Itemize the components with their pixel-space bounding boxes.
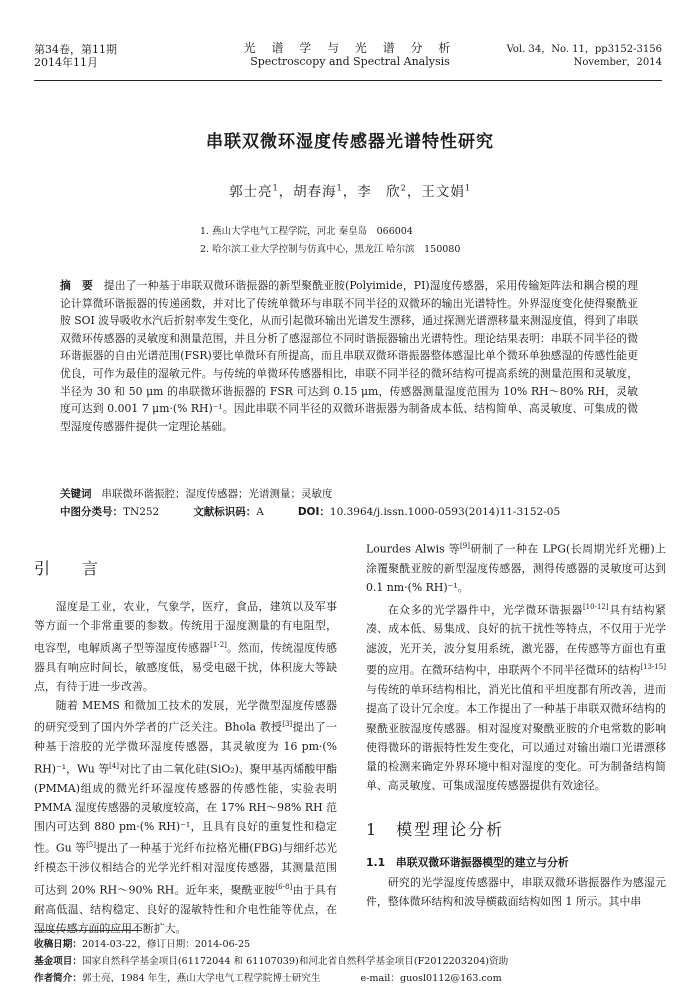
paragraph: [366, 537, 666, 598]
abstract-label: 摘 要: [60, 279, 93, 292]
abstract-text: 提出了一种基于串联双微环谐振器的新型聚酰亚胺(Polyimide，PI)湿度传感器，采用传输矩阵法和耦合模的理论计算微环谐振器的传递函数，并对比了传统单微环与串联不同半径的双微环的输出光谱特性。外界湿度变化使得聚酰亚胺 SOI 波导吸收水汽后折射率发生变化，从而引起微环输出光谱发生漂移，通过探测光谱漂移量来测湿度值，得到了串联双微环传感器的灵敏度和测量范围，并且分析了感湿部位不同时谐振器输出光谱特性。理论结果表明：串联不同半径的微环谐振器的自由光谱范围(FSR)要比单微环有所提高，而且串联双微环谐振器整体感湿比单个微环单独感湿的传感性能更优良，可作为最佳的湿敏元件。与传统的单微环传感器相比，串联不同半径的微环结构可提高系统的测量范围和灵敏度，半径为 30 和 50 μm 的串联微环谐振器的 FSR 可达到 0.15 μm，传感器测量湿度范围为 10% RH～80% RH，灵敏度可达到 0.001 7 μm·(% RH)⁻¹。因此串联不同半径的双微环谐振器为制备成本低、结构简单、高灵敏度、可集成的微型湿度传感器件提供一定理论基础。: [60, 279, 639, 433]
citation-ref: [3]: [282, 720, 293, 729]
author-affiliation-mark: 1: [272, 183, 279, 193]
journal-citation: [507, 43, 662, 69]
fund-label: 基金项目：: [34, 956, 82, 967]
header-divider: [34, 80, 662, 81]
paragraph: 研究的光学湿度传感器中，串联双微环谐振器作为感湿元件，整体微环结构和波导横截面结构如图 1 所示。其中串: [366, 876, 666, 909]
author-name: 李 欣: [357, 184, 401, 200]
received-label: 收稿日期：: [34, 939, 82, 950]
footnotes: [34, 936, 664, 987]
citation-ref: [4]: [109, 761, 120, 770]
intro-heading: 引 言: [34, 559, 107, 578]
citation-ref: [1-2]: [210, 640, 227, 649]
body-text: 在众多的光学器件中，光学微环谐振器: [387, 603, 583, 617]
intro-text: 对比了由二氧化硅(SiO₂)、聚甲基丙烯酸甲酯(PMMA)组成的微光纤环湿度传感器的传感性能，实验表明 PMMA 湿度传感器的灵敏度较高，在 17% RH～98% RH 范围内可达到 880 pm·(% RH)⁻¹，且具有良好的重复性和稳定性。Gu 等: [34, 762, 337, 856]
footnote-divider: [34, 930, 142, 931]
intro-text: 湿度是工业，农业，气象学，医疗，食品，建筑以及军事等方面一个非常重要的参数。传统用于湿度测量的有电阻型，电容型，电解质离子型等湿度传感器: [34, 600, 337, 655]
affiliations: [200, 223, 460, 259]
body-text: 具有结构紧凑、成本低、易集成、良好的抗干扰性等特点，不仅用于光学滤波，光开关，波分复用系统，激光器，在传感等方面也有重要的应用。在微环结构中，串联两个不同半径微环的结构: [366, 603, 666, 677]
received-date: [34, 936, 664, 953]
intro-text: 由于具有耐高低温、结构稳定、良好的湿敏特性和介电性能等优点，在湿度传感方面的应用不断扩大。: [34, 883, 337, 935]
keywords-label: 关键词: [60, 488, 92, 500]
keywords-block: [60, 485, 640, 521]
classification-line: [60, 503, 640, 521]
right-column-body: [366, 537, 666, 796]
intro-paragraph: [34, 597, 337, 696]
intro-text: 提出了一种基于光纤布拉格光栅(FBG)与细纤芯光纤模态干涉仪相结合的光学光纤相对湿度传感器，其测量范围可达到 20% RH～90% RH。近年来，聚酰亚胺: [34, 842, 337, 897]
subsection-1-1-heading: 1.1 串联双微环谐振器模型的建立与分析: [366, 856, 569, 869]
paragraph: [366, 598, 666, 796]
body-text: 研制了一种在 LPG(长周期光纤光栅)上涂覆聚酰亚胺的新型湿度传感器，测得传感器的灵敏度可达到 0.1 nm·(% RH)⁻¹。: [366, 542, 666, 595]
citation-ref: [9]: [460, 542, 470, 550]
received-value: 2014-03-22，修订日期：2014-06-25: [81, 939, 251, 950]
journal-month: November，2014: [573, 57, 662, 68]
author-list: 郭士亮$^1$，胡春海$^1$，李 欣$^2$，王文娟$^1$: [229, 183, 471, 200]
abstract: [60, 277, 638, 435]
citation-ref: [5]: [86, 841, 96, 850]
journal-date: 2014年11月: [34, 56, 98, 69]
keywords-line: [60, 485, 640, 503]
citation-ref: [6-8]: [275, 882, 293, 891]
author-name: 郭士亮: [229, 184, 273, 200]
citation-ref: [13-15]: [640, 663, 666, 672]
paper-title: 串联双微环湿度传感器光谱特性研究: [206, 132, 494, 152]
doi-value: 10.3964/j.issn.1000-0593(2014)11-3152-05: [329, 506, 561, 518]
clc-label: 中图分类号：: [60, 506, 123, 518]
citation-ref: [10-12]: [582, 602, 609, 611]
author-bio: [34, 970, 664, 987]
doc-code-label: 文献标识码：: [193, 506, 257, 518]
author-bio-value: 郭士亮，1984 年生，燕山大学电气工程学院博士研究生: [81, 973, 321, 984]
journal-name-en: Spectroscopy and Spectral Analysis: [250, 55, 450, 68]
author-name: 胡春海: [293, 184, 337, 200]
body-text: Lourdes Alwis 等: [366, 542, 461, 556]
author-affiliation-mark: 1: [336, 183, 343, 193]
intro-text: 提出了一种基于溶胶的光学微环湿度传感器，其灵敏度为 16 pm·(% RH)⁻¹，Wu 等: [34, 721, 337, 776]
affiliation-1: 1. 燕山大学电气工程学院，河北 秦皇岛 066004: [200, 226, 413, 237]
fund-info: [34, 953, 664, 970]
doc-code-value: A: [256, 506, 264, 518]
intro-body: [34, 597, 337, 938]
author-affiliation-mark: 2: [400, 183, 407, 193]
keywords-text: 串联微环谐振腔；湿度传感器；光谱测量；灵敏度: [101, 488, 333, 500]
author-affiliation-mark: 1: [464, 183, 471, 193]
intro-text: 。然而，传统湿度传感器具有响应时间长，敏感度低，易受电磁干扰，体积庞大等缺点，有待于进一步改善。: [34, 641, 337, 693]
journal-volume: 第34卷，第11期: [34, 43, 117, 56]
intro-text: 随着 MEMS 和微加工技术的发展，光学微型湿度传感器的研究受到了国内外学者的广泛关注。Bhola 教授: [34, 699, 337, 735]
section-1-heading: 1 模型理论分析: [366, 820, 505, 839]
doi-label: DOI：: [297, 506, 330, 518]
section-1-body: [366, 873, 666, 912]
intro-paragraph: [34, 696, 337, 938]
author-name: 王文娟: [421, 184, 465, 200]
author-bio-label: 作者简介：: [34, 973, 82, 984]
journal-pages: Vol. 34，No. 11，pp3152-3156: [506, 44, 662, 55]
journal-name-cn: 光 谱 学 与 光 谱 分 析: [243, 41, 457, 55]
body-text: 与传统的单环结构相比，消光比值和平坦度都有所改善，进而提高了设计冗余度。本工作提出了一种基于串联双微环结构的聚酰亚胺湿度传感器。相对湿度对聚酰亚胺的介电常数的影响使得微环的谐振特性发生变化，可以通过对输出端口光谱漂移量的检测来确定外界环境中相对湿度的变化。可为制备结构简单、高灵敏度、可集成湿度传感器提供有效途径。: [366, 682, 666, 793]
fund-value: 国家自然科学基金项目(61172044 和 61107039)和河北省自然科学基金项目(F2012203204)资助: [81, 956, 509, 967]
author-email: e-mail：guosl0112@163.com: [360, 973, 502, 984]
affiliation-2: 2. 哈尔滨工业大学控制与仿真中心，黑龙江 哈尔滨 150080: [200, 244, 461, 255]
clc-value: TN252: [123, 506, 160, 518]
